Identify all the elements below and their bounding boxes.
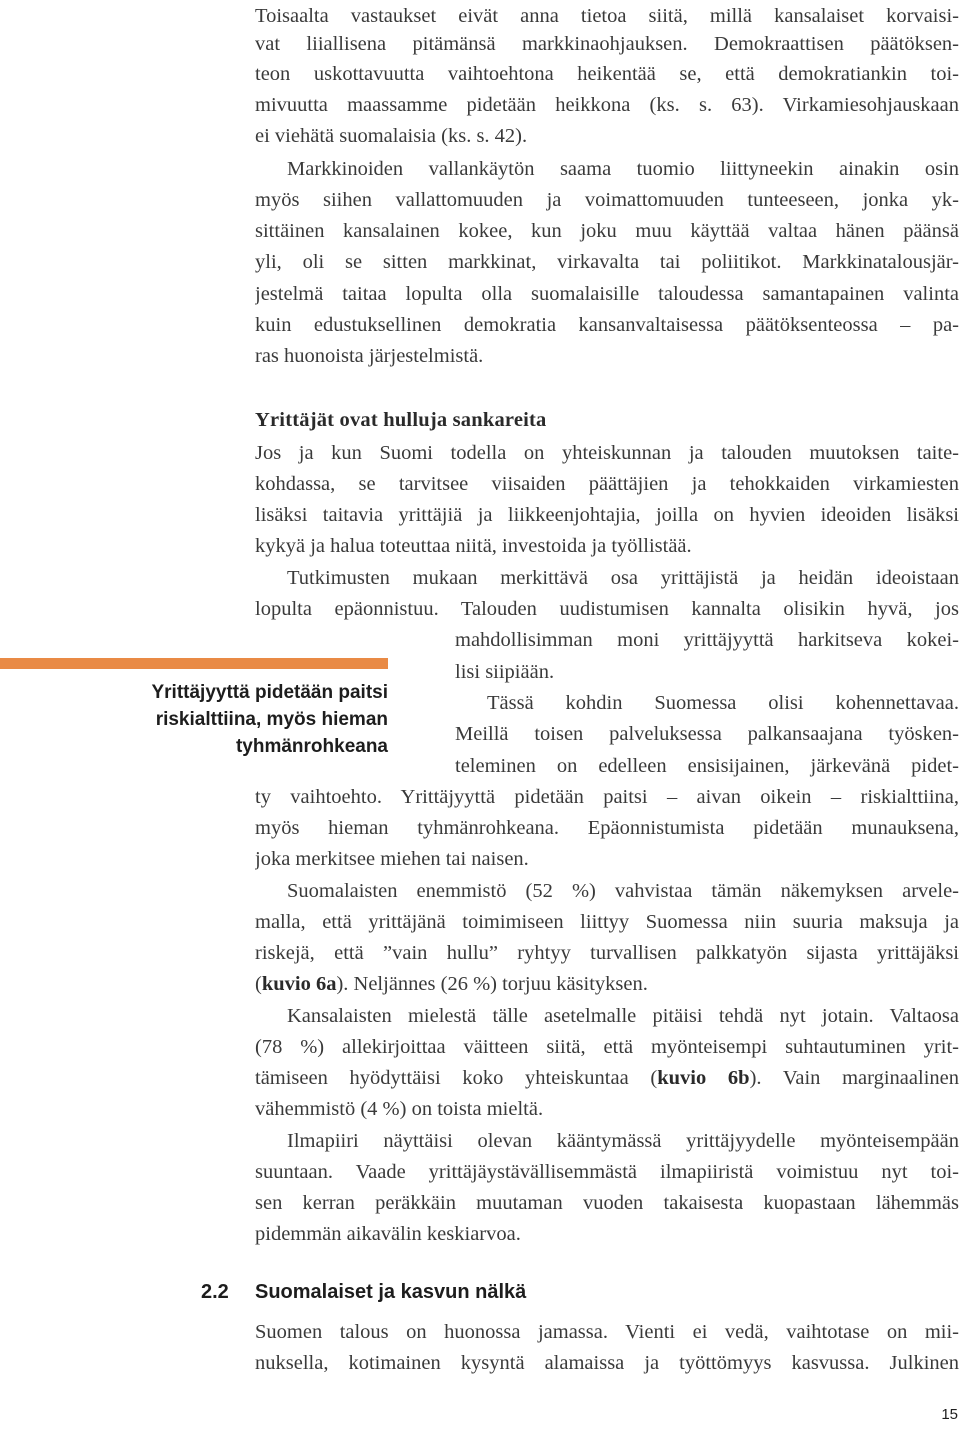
figure-reference: kuvio 6a: [261, 973, 337, 995]
body-text-line: [255, 968, 959, 1000]
body-text-line: [255, 1062, 959, 1094]
body-text-line: (78 %) allekirjoittaa väitteen siitä, että myönteisempi suhtautuminen yrit-: [255, 1036, 959, 1058]
body-text-line: teon uskottavuutta vaihtoehtona heikentää se, että demokratiankin toi-: [255, 63, 959, 85]
body-text-line: vat liiallisena pitämänsä markkinaohjauksen. Demokraattisen päätöksen-: [255, 33, 959, 55]
body-text-line: Tutkimusten mukaan merkittävä osa yrittäjistä ja heidän ideoistaan: [287, 567, 959, 589]
text-run: ). Vain marginaalinen: [749, 1067, 959, 1089]
body-text-line: joka merkitsee miehen tai naisen.: [255, 848, 529, 870]
body-text-line: pidemmän aikavälin keskiarvoa.: [255, 1223, 521, 1245]
body-text-line: lisi siipiään.: [455, 661, 555, 683]
body-text-line: Jos ja kun Suomi todella on yhteiskunnan ja talouden muutoksen taite-: [255, 442, 959, 464]
body-text-line: riskejä, että ”vain hullu” ryhtyy turvallisen palkkatyön sijasta yrittäjäksi: [255, 942, 959, 964]
body-text-line: Suomen talous on huonossa jamassa. Vienti ei vedä, vaihtotase on mii-: [255, 1321, 959, 1343]
body-text-line: Tässä kohdin Suomessa olisi kohennettavaa.: [487, 692, 959, 714]
body-text-line: kuin edustuksellinen demokratia kansanvaltaisessa päätöksenteossa – pa-: [255, 314, 959, 336]
body-text-line: kohdassa, se tarvitsee viisaiden päättäjien ja tehokkaiden virkamiesten: [255, 473, 959, 495]
body-text-line: ty vaihtoehto. Yrittäjyyttä pidetään paitsi – aivan oikein – riskialttiina,: [255, 786, 959, 808]
body-text-line: kykyä ja halua toteuttaa niitä, investoida ja työllistää.: [255, 535, 692, 557]
body-text-line: jestelmä taitaa lopulta olla suomalaisille taloudessa samantapainen valinta: [255, 283, 959, 305]
body-text-line: lisäksi taitavia yrittäjiä ja liikkeenjohtajia, joilla on hyvien ideoiden lisäksi: [255, 504, 959, 526]
subsection-heading: Yrittäjät ovat hulluja sankareita: [255, 409, 547, 431]
body-text-line: ei viehätä suomalaisia (ks. s. 42).: [255, 125, 528, 147]
body-text-line: myös siihen vallattomuuden ja voimattomuuden tunteeseen, jonka yk-: [255, 189, 959, 211]
body-text-line: lopulta epäonnistuu. Talouden uudistumisen kannalta olisikin hyvä, jos: [255, 598, 959, 620]
body-text-line: sittäinen kansalainen kokee, kun joku muu käyttää valtaa hänen päänsä: [255, 220, 959, 242]
body-text-line: vähemmistö (4 %) on toista mieltä.: [255, 1098, 544, 1120]
body-text-line: malla, että yrittäjänä toimimiseen liittyy Suomessa niin suuria maksuja ja: [255, 911, 959, 933]
body-text-line: Meillä toisen palveluksessa palkansaajana työsken-: [455, 723, 959, 745]
body-text-line: nuksella, kotimainen kysyntä alamaissa ja työttömyys kasvussa. Julkinen: [255, 1352, 959, 1374]
body-text-line: Suomalaisten enemmistö (52 %) vahvistaa tämän näkemyksen arvele-: [287, 880, 959, 902]
text-run: ). Neljännes (26 %) torjuu käsityksen.: [336, 973, 648, 995]
section-number: 2.2: [201, 1281, 229, 1303]
body-text-line: Ilmapiiri näyttäisi olevan kääntymässä yrittäjyydelle myönteisempään: [287, 1130, 959, 1152]
body-text-line: yli, oli se sitten markkinat, virkavalta tai poliitikot. Markkinatalousjär-: [255, 251, 959, 273]
callout-line: Yrittäjyyttä pidetään paitsi: [151, 682, 388, 703]
body-text-line: Kansalaisten mielestä tälle asetelmalle pitäisi tehdä nyt jotain. Valtaosa: [287, 1005, 959, 1027]
body-text-line: ras huonoista järjestelmistä.: [255, 345, 484, 367]
text-run: (: [255, 973, 262, 995]
body-text-line: Markkinoiden vallankäytön saama tuomio liittyneekin ainakin osin: [287, 158, 959, 180]
callout-line: tyhmänrohkeana: [235, 736, 388, 757]
page-number: 15: [941, 1406, 958, 1423]
text-run: tämiseen hyödyttäisi koko yhteiskuntaa (: [255, 1067, 658, 1089]
callout-line: riskialttiina, myös hieman: [155, 709, 388, 730]
body-text-line: mivuutta maassamme pidetään heikkona (ks. s. 63). Virkamiesohjauskaan: [255, 94, 959, 116]
body-text-line: teleminen on edelleen ensisijainen, järkevänä pidet-: [455, 755, 959, 777]
figure-reference: kuvio 6b: [657, 1067, 750, 1089]
body-text-line: suuntaan. Vaade yrittäjäystävällisemmästä ilmapiiristä voimistuu nyt toi-: [255, 1161, 959, 1183]
body-text-line: sen kerran peräkkäin muutaman vuoden takaisesta kuopastaan lähemmäs: [255, 1192, 959, 1214]
section-title: Suomalaiset ja kasvun nälkä: [255, 1281, 527, 1303]
body-text-line: mahdollisimman moni yrittäjyyttä harkitseva kokei-: [455, 629, 959, 651]
callout-accent-bar: [0, 658, 388, 669]
body-text-line: myös hieman tyhmänrohkeana. Epäonnistumista pidetään munauksena,: [255, 817, 959, 839]
body-text-line: Toisaalta vastaukset eivät anna tietoa siitä, millä kansalaiset korvaisi-: [255, 5, 959, 27]
